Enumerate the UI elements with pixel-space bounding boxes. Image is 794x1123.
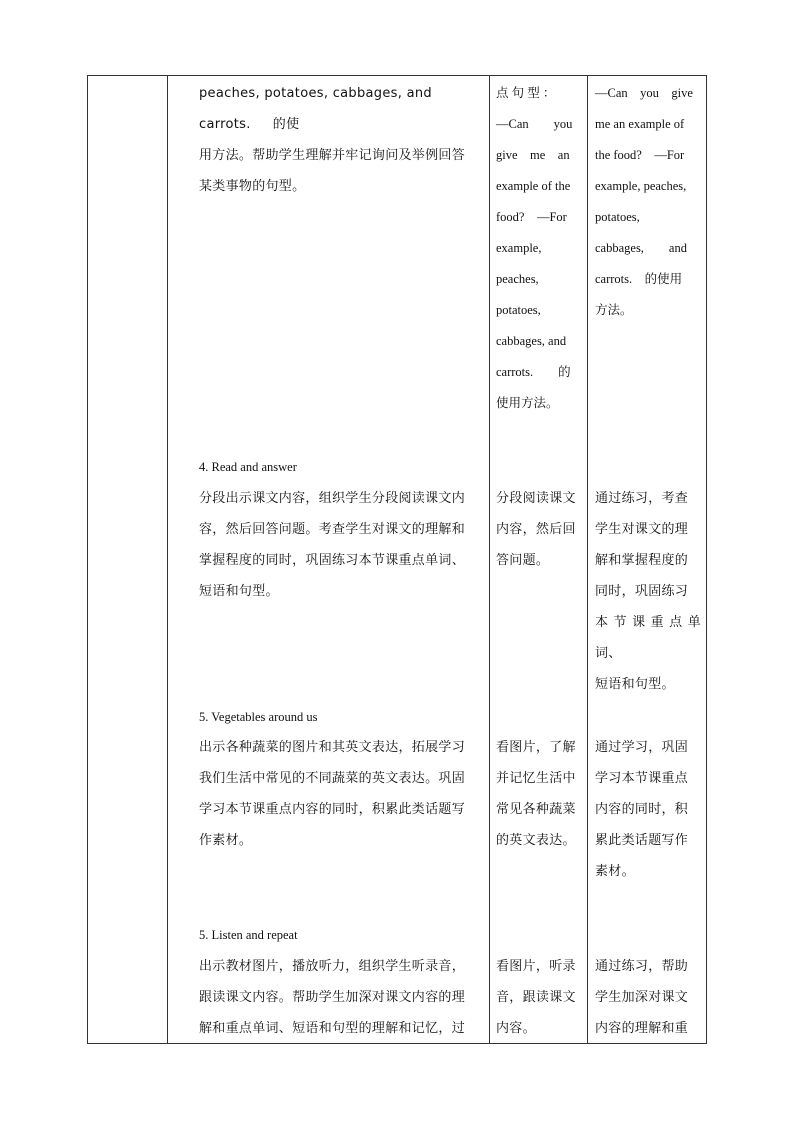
text-line: 解和掌握程度的 [595, 553, 689, 568]
text-line: 出示教材图片，播放听力，组织学生听录音， [199, 959, 466, 974]
text-line: 短语和句型。 [199, 584, 279, 599]
section-heading-read-and-answer: 4. Read and answer [199, 460, 297, 474]
text-line: cabbages, and [595, 241, 687, 255]
row2-teacher-activity [199, 732, 482, 856]
row1-design-intent [595, 483, 701, 700]
text-line: potatoes, [496, 303, 541, 317]
text-line: 方法。 [595, 303, 633, 317]
text-line: 同时，巩固练习 [595, 584, 689, 599]
section-heading-listen-and-repeat: 5. Listen and repeat [199, 928, 298, 942]
column-divider-2 [489, 76, 490, 1043]
text-line: 常见各种蔬菜 [496, 802, 576, 817]
text-line: the food? —For [595, 148, 685, 162]
text-line: 容，然后回答问题。考查学生对课文的理解和 [199, 522, 466, 537]
text-line: 学习本节课重点 [595, 771, 689, 786]
text-line: 本节课重点单词、 [595, 615, 701, 661]
text-line: 的英文表达。 [496, 833, 576, 848]
text-line: 学生对课文的理 [595, 522, 689, 537]
text-line: 某类事物的句型。 [199, 179, 306, 194]
text-line: 作素材。 [199, 833, 253, 848]
text-line: 用方法。帮助学生理解并牢记询问及举例回答 [199, 148, 466, 163]
row3-student-activity [496, 951, 582, 1044]
text-line: peaches, potatoes, cabbages, and carrots. 的使 [199, 86, 432, 132]
column-divider-1 [167, 76, 168, 1043]
text-line: 看图片，听录 [496, 959, 576, 974]
text-line: carrots. 的 [496, 365, 571, 379]
row3-teacher-activity [199, 951, 482, 1044]
text-line: 并记忆生活中 [496, 771, 576, 786]
text-line: 掌握程度的同时，巩固练习本节课重点单词、 [199, 553, 466, 568]
text-line: 解和重点单词、短语和句型的理解和记忆，过 [199, 1021, 466, 1036]
text-line: 答问题。 [496, 553, 550, 568]
text-line: example, [496, 241, 542, 255]
section-heading-vegetables-around-us: 5. Vegetables around us [199, 710, 318, 724]
text-line: 看图片，了解 [496, 740, 576, 755]
text-line: 内容，然后回 [496, 522, 576, 537]
text-line: 学习本节课重点内容的同时，积累此类话题写 [199, 802, 466, 817]
row1-teacher-activity [199, 483, 482, 607]
text-line: 点 句 型 ： [496, 86, 556, 100]
text-line: cabbages, and [496, 334, 567, 348]
row3-design-intent [595, 951, 701, 1044]
text-line: example of the [496, 179, 571, 193]
row2-student-activity [496, 732, 582, 856]
text-line: 分段出示课文内容，组织学生分段阅读课文内 [199, 491, 466, 506]
row0-student-activity [496, 78, 582, 419]
text-line: 分段阅读课文 [496, 491, 576, 506]
text-line: 素材。 [595, 864, 635, 879]
text-line: —Can you give [595, 86, 693, 100]
text-line: 内容的同时，积 [595, 802, 689, 817]
text-line: 通过练习，帮助 [595, 959, 689, 974]
text-line: carrots. 的使用 [595, 272, 683, 286]
lesson-plan-table [87, 75, 707, 1044]
row0-teacher-activity [199, 78, 482, 202]
row0-design-intent [595, 78, 701, 326]
text-line: 音，跟读课文 [496, 990, 576, 1005]
text-line: 通过学习，巩固 [595, 740, 689, 755]
text-line: give me an [496, 148, 570, 162]
text-line: 内容。 [496, 1021, 536, 1036]
row2-design-intent [595, 732, 701, 887]
text-line: food? —For [496, 210, 567, 224]
text-line: example, peaches, [595, 179, 687, 193]
text-line: me an example of [595, 117, 685, 131]
text-line: —Can you [496, 117, 573, 131]
text-line: 出示各种蔬菜的图片和其英文表达，拓展学习 [199, 740, 466, 755]
text-line: 使用方法。 [496, 396, 559, 410]
text-line: potatoes, [595, 210, 640, 224]
text-line: 学生加深对课文 [595, 990, 689, 1005]
row1-student-activity [496, 483, 582, 576]
text-line: peaches, [496, 272, 539, 286]
text-line: 跟读课文内容。帮助学生加深对课文内容的理 [199, 990, 466, 1005]
text-line: 我们生活中常见的不同蔬菜的英文表达。巩固 [199, 771, 466, 786]
text-line: 短语和句型。 [595, 677, 675, 692]
column-divider-3 [587, 76, 588, 1043]
text-line: 通过练习，考查 [595, 491, 689, 506]
text-line: 内容的理解和重 [595, 1021, 689, 1036]
text-line: 累此类话题写作 [595, 833, 689, 848]
